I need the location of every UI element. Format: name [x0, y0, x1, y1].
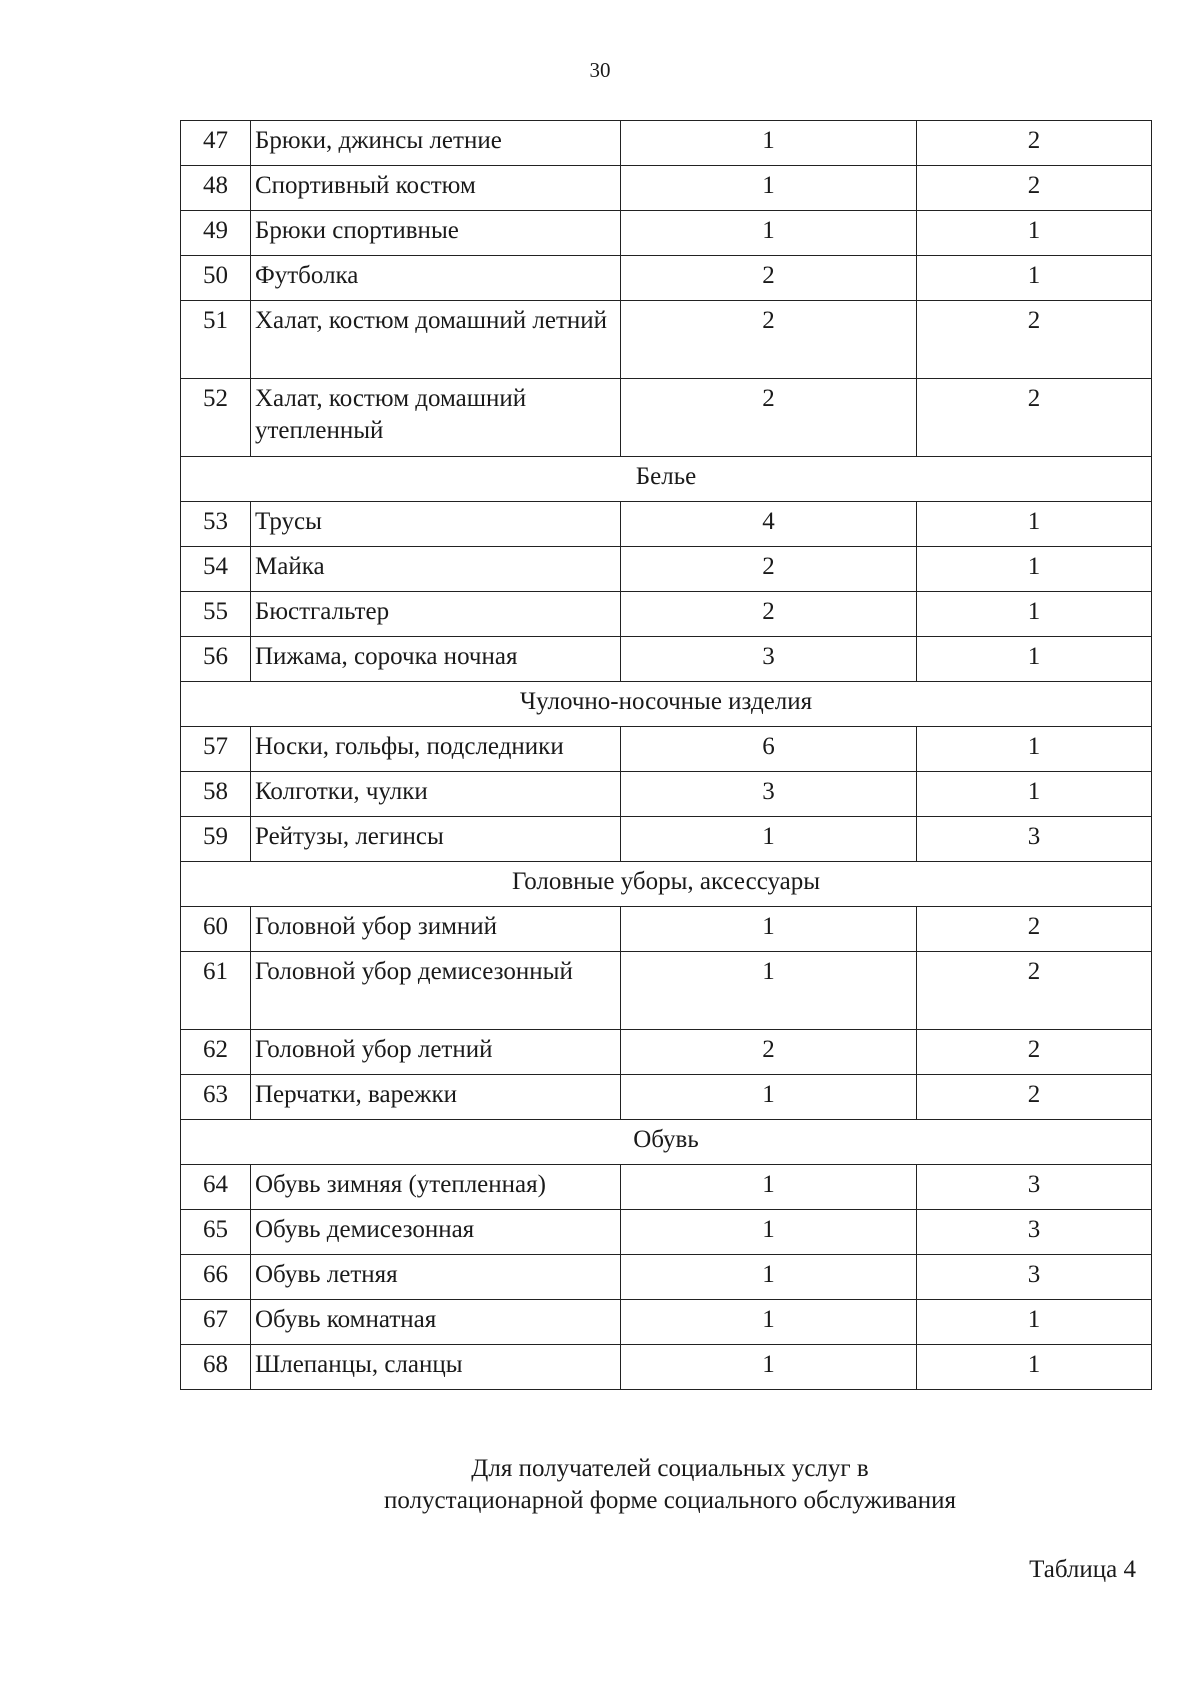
item-number-cell: 55 — [181, 592, 251, 637]
item-quantity-cell: 3 — [621, 637, 917, 682]
table-row — [181, 907, 1152, 952]
section-title: Обувь — [181, 1120, 1152, 1165]
section-header-row — [181, 1120, 1152, 1165]
item-number-cell: 48 — [181, 166, 251, 211]
item-term-cell: 1 — [917, 772, 1152, 817]
item-number-cell: 68 — [181, 1345, 251, 1390]
table-row — [181, 1030, 1152, 1075]
item-name-cell: Брюки, джинсы летние — [251, 121, 621, 166]
item-name-cell: Обувь зимняя (утепленная) — [251, 1165, 621, 1210]
section-title: Белье — [181, 457, 1152, 502]
item-term-cell: 2 — [917, 379, 1152, 457]
section-title: Головные уборы, аксессуары — [181, 862, 1152, 907]
item-quantity-cell: 1 — [621, 211, 917, 256]
section-header-row — [181, 457, 1152, 502]
item-quantity-cell: 1 — [621, 1075, 917, 1120]
item-term-cell: 3 — [917, 1210, 1152, 1255]
table-row — [181, 166, 1152, 211]
item-name-cell: Шлепанцы, сланцы — [251, 1345, 621, 1390]
item-number-cell: 60 — [181, 907, 251, 952]
item-quantity-cell: 1 — [621, 952, 917, 1030]
item-number-cell: 59 — [181, 817, 251, 862]
item-term-cell: 1 — [917, 1300, 1152, 1345]
item-quantity-cell: 1 — [621, 1165, 917, 1210]
item-quantity-cell: 2 — [621, 256, 917, 301]
item-quantity-cell: 2 — [621, 547, 917, 592]
table-row — [181, 502, 1152, 547]
item-name-cell: Спортивный костюм — [251, 166, 621, 211]
item-term-cell: 1 — [917, 637, 1152, 682]
item-term-cell: 3 — [917, 1165, 1152, 1210]
item-name-cell: Пижама, сорочка ночная — [251, 637, 621, 682]
item-number-cell: 63 — [181, 1075, 251, 1120]
item-term-cell: 1 — [917, 502, 1152, 547]
footer-heading-line-1: Для получателей социальных услуг в — [471, 1455, 869, 1482]
item-term-cell: 1 — [917, 727, 1152, 772]
table-row — [181, 1255, 1152, 1300]
item-number-cell: 58 — [181, 772, 251, 817]
table-row — [181, 121, 1152, 166]
item-name-cell: Халат, костюм домашний утепленный — [251, 379, 621, 457]
section-title: Чулочно-носочные изделия — [181, 682, 1152, 727]
item-number-cell: 54 — [181, 547, 251, 592]
table-row — [181, 1165, 1152, 1210]
item-number-cell: 53 — [181, 502, 251, 547]
item-name-cell: Головной убор демисезонный — [251, 952, 621, 1030]
table-row — [181, 1075, 1152, 1120]
table-row — [181, 379, 1152, 457]
item-term-cell: 1 — [917, 211, 1152, 256]
table-body — [181, 121, 1152, 1390]
item-name-cell: Рейтузы, легинсы — [251, 817, 621, 862]
item-quantity-cell: 1 — [621, 817, 917, 862]
table-row — [181, 1300, 1152, 1345]
table-row — [181, 727, 1152, 772]
table-row — [181, 1345, 1152, 1390]
footer-heading-line-2: полустационарной форме социального обслуживания — [384, 1487, 956, 1514]
item-number-cell: 51 — [181, 301, 251, 379]
item-number-cell: 47 — [181, 121, 251, 166]
table-row — [181, 547, 1152, 592]
item-number-cell: 64 — [181, 1165, 251, 1210]
item-quantity-cell: 1 — [621, 1210, 917, 1255]
table-row — [181, 592, 1152, 637]
table-row — [181, 301, 1152, 379]
item-term-cell: 1 — [917, 256, 1152, 301]
item-quantity-cell: 6 — [621, 727, 917, 772]
item-term-cell: 2 — [917, 1030, 1152, 1075]
item-number-cell: 49 — [181, 211, 251, 256]
item-term-cell: 1 — [917, 547, 1152, 592]
footer-heading — [0, 1453, 1200, 1517]
item-quantity-cell: 3 — [621, 772, 917, 817]
item-quantity-cell: 2 — [621, 1030, 917, 1075]
item-name-cell: Обувь комнатная — [251, 1300, 621, 1345]
item-term-cell: 1 — [917, 592, 1152, 637]
clothing-norms-table — [180, 120, 1152, 1390]
section-header-row — [181, 862, 1152, 907]
item-number-cell: 50 — [181, 256, 251, 301]
item-number-cell: 67 — [181, 1300, 251, 1345]
item-quantity-cell: 4 — [621, 502, 917, 547]
table-caption: Таблица 4 — [1029, 1556, 1136, 1583]
item-name-cell: Головной убор зимний — [251, 907, 621, 952]
item-quantity-cell: 1 — [621, 166, 917, 211]
item-name-cell: Футболка — [251, 256, 621, 301]
table-row — [181, 772, 1152, 817]
item-quantity-cell: 1 — [621, 1255, 917, 1300]
item-number-cell: 62 — [181, 1030, 251, 1075]
item-name-cell: Обувь летняя — [251, 1255, 621, 1300]
item-quantity-cell: 1 — [621, 121, 917, 166]
item-quantity-cell: 2 — [621, 301, 917, 379]
item-number-cell: 57 — [181, 727, 251, 772]
page-number: 30 — [589, 58, 611, 82]
item-term-cell: 2 — [917, 952, 1152, 1030]
item-name-cell: Бюстгальтер — [251, 592, 621, 637]
item-number-cell: 65 — [181, 1210, 251, 1255]
item-name-cell: Колготки, чулки — [251, 772, 621, 817]
table-row — [181, 256, 1152, 301]
item-number-cell: 66 — [181, 1255, 251, 1300]
item-quantity-cell: 2 — [621, 592, 917, 637]
item-number-cell: 52 — [181, 379, 251, 457]
item-number-cell: 56 — [181, 637, 251, 682]
item-quantity-cell: 1 — [621, 907, 917, 952]
item-name-cell: Трусы — [251, 502, 621, 547]
item-quantity-cell: 1 — [621, 1345, 917, 1390]
item-term-cell: 2 — [917, 1075, 1152, 1120]
table-row — [181, 1210, 1152, 1255]
item-quantity-cell: 1 — [621, 1300, 917, 1345]
item-term-cell: 1 — [917, 1345, 1152, 1390]
table-row — [181, 211, 1152, 256]
item-name-cell: Халат, костюм домашний летний — [251, 301, 621, 379]
section-header-row — [181, 682, 1152, 727]
item-name-cell: Носки, гольфы, подследники — [251, 727, 621, 772]
item-term-cell: 3 — [917, 1255, 1152, 1300]
item-name-cell: Майка — [251, 547, 621, 592]
item-term-cell: 2 — [917, 166, 1152, 211]
item-name-cell: Брюки спортивные — [251, 211, 621, 256]
item-term-cell: 2 — [917, 121, 1152, 166]
table-row — [181, 952, 1152, 1030]
item-term-cell: 3 — [917, 817, 1152, 862]
table-row — [181, 637, 1152, 682]
table-row — [181, 817, 1152, 862]
item-term-cell: 2 — [917, 907, 1152, 952]
item-name-cell: Головной убор летний — [251, 1030, 621, 1075]
item-name-cell: Перчатки, варежки — [251, 1075, 621, 1120]
item-quantity-cell: 2 — [621, 379, 917, 457]
item-number-cell: 61 — [181, 952, 251, 1030]
item-name-cell: Обувь демисезонная — [251, 1210, 621, 1255]
item-term-cell: 2 — [917, 301, 1152, 379]
